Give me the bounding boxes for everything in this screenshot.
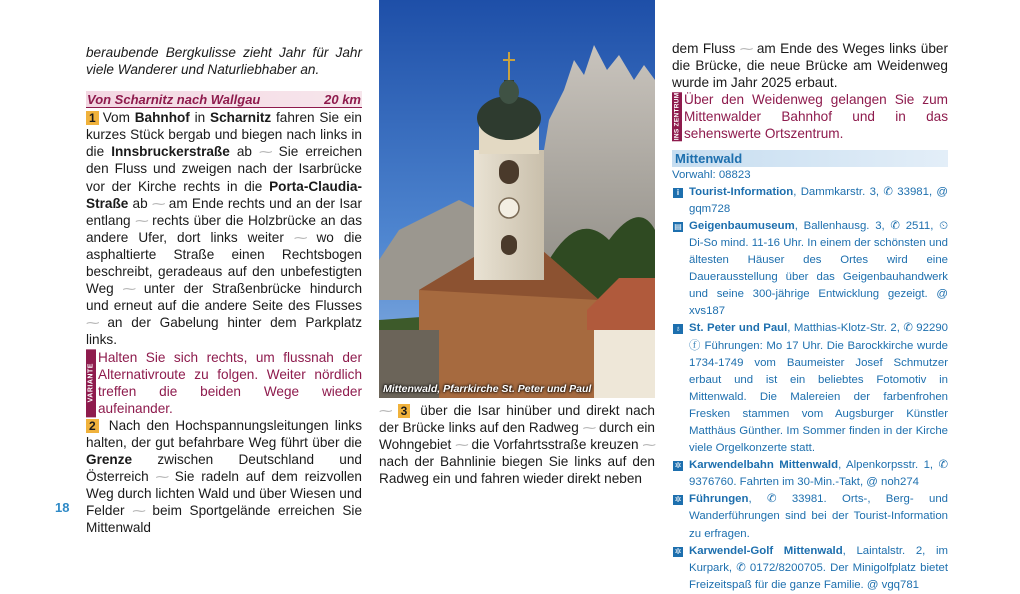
- info-item-tourist-information: [672, 184, 948, 218]
- route-title: Von Scharnitz nach Wallgau: [87, 91, 261, 107]
- info-item-text: , Matthias-Klotz-Str. 2, ✆ 92290 ⓕ Führungen: Mo 17 Uhr. Die Barockkirche wurde 1734-1749 vom Baumeister Josef Schmutzer erbaut und ist ein beliebtes Fotomotiv in Mittenwald. Die Malereien der farbenfrohen Fresken stammen vom Augsburger Künstler Matthäus Günther. Im Sommer finden in der Kirche viele Orgelkonzerte statt.: [689, 322, 948, 455]
- text-span: an der Gabelung hinter dem Parkplatz links.: [86, 315, 362, 348]
- attraction-icon: ✲: [674, 495, 682, 505]
- text-span: in: [189, 110, 211, 126]
- info-item-name: Karwendel-Golf Mittenwald: [689, 544, 843, 557]
- route-tilde-icon: ⁓: [379, 403, 392, 418]
- zentrum-tag: INS ZENTRUM: [673, 93, 681, 141]
- church-icon: ♁: [675, 324, 681, 334]
- text-span: Sie erreichen den Fluss und zweigen nach der Isarbrücke vor der Kirche rechts in die: [86, 144, 363, 194]
- attraction-icon: ✲: [674, 461, 682, 471]
- info-item-text: , Alpenkorpsstr. 1, ✆ 9376760. Fahrten im 30-Min.-Takt, @ noh274: [689, 459, 949, 489]
- text-span: dem Fluss: [672, 41, 740, 56]
- route-tilde-icon: ⁓: [642, 437, 655, 453]
- text-span: Sie radeln auf dem reizvollen Weg durch lichten Wald und über Wiesen und Felder: [86, 469, 362, 519]
- variante-box: [86, 349, 362, 417]
- info-item-karwendelbahn: [672, 457, 948, 491]
- left-column: [86, 44, 362, 537]
- text-span: Nach den Hochspannungsleitungen links halten, der gut befahrbare Weg führt über die: [86, 417, 362, 450]
- route-tilde-icon: ⁓: [135, 212, 148, 228]
- text-span: durch ein Wohngebiet: [379, 420, 655, 453]
- zentrum-box: [672, 91, 948, 142]
- info-item-name: Führungen: [689, 493, 749, 506]
- info-item-text: , Laintalstr. 2, im Kurpark, ✆ 0172/8200705. Der Minigolfplatz bietet Freizeitspaß für die ganze Familie. @ vgq781: [689, 544, 948, 591]
- route-tilde-icon: ⁓: [86, 315, 99, 331]
- text-span: beim Sportgelände erreichen Sie Mittenwald: [86, 503, 363, 536]
- place-scharnitz: Scharnitz: [210, 110, 272, 126]
- middle-column: [379, 0, 655, 487]
- page-number: 18: [55, 500, 70, 515]
- route-distance: 20 km: [324, 91, 361, 107]
- continuation-paragraph: [672, 40, 948, 91]
- info-item-text: , Dammkarstr. 3, ✆ 33981, @ gqm728: [689, 185, 948, 215]
- street-porta-claudia: Porta-Claudia-Straße: [86, 178, 362, 211]
- variante-tag: VARIANTE: [86, 349, 96, 417]
- route-tilde-icon: ⁓: [293, 229, 307, 245]
- text-span: über die Isar hinüber und direkt nach der Brücke links auf den Radweg: [379, 403, 655, 436]
- route-tilde-icon: ⁓: [455, 437, 468, 453]
- step-2-number: 2: [86, 419, 99, 433]
- text-span: nach der Bahnlinie biegen Sie links auf den Radweg ein und fahren wieder direkt neben: [379, 454, 655, 487]
- attraction-icon: ✲: [674, 546, 682, 556]
- step-1-number: 1: [86, 111, 99, 125]
- right-column: [672, 40, 948, 594]
- route-tilde-icon: ⁓: [122, 281, 136, 297]
- text-span: am Ende des Weges links über die Brücke, die neue Brücke am Weidenweg wurde im Jahr 2025 erbaut.: [672, 41, 948, 91]
- place-bahnhof: Bahnhof: [134, 110, 190, 126]
- step-3-number: 3: [398, 404, 411, 418]
- info-item-st-peter-und-paul: [672, 320, 948, 457]
- info-item-name: Karwendelbahn Mittenwald: [689, 459, 839, 472]
- route-tilde-icon: ⁓: [155, 469, 169, 485]
- route-tilde-icon: ⁓: [151, 195, 165, 211]
- info-item-name: Geigenbaumuseum: [689, 219, 795, 232]
- photo-caption: Mittenwald, Pfarrkirche St. Peter und Paul: [383, 383, 592, 395]
- church-photo-illustration: [379, 0, 655, 398]
- museum-icon: ▤: [674, 221, 682, 231]
- zentrum-text: Über den Weidenweg gelangen Sie zum Mittenwalder Bahnhof und in das sehenswerte Ortszentrum.: [684, 92, 948, 142]
- text-span: zwischen Deutschland und Österreich: [86, 452, 362, 485]
- info-item-name: St. Peter und Paul: [689, 322, 788, 335]
- text-span: am Ende rechts und an der Isar entlang: [86, 195, 362, 228]
- route-tilde-icon: ⁓: [739, 41, 753, 56]
- intro-paragraph: beraubende Bergkulisse zieht Jahr für Jahr viele Wanderer und Naturliebhaber an.: [86, 45, 362, 78]
- text-span: unter der Straßenbrücke hindurch und erneut auf die andere Seite des Flusses: [86, 281, 363, 314]
- text-span: wo die asphaltierte Straße einen Rechtsbogen beschreibt, geradeaus auf den unbefestigten Weg: [86, 229, 362, 297]
- info-item-text: , ✆ 33981. Orts-, Berg- und Wanderführungen sind bei der Tourist-Information zu erfragen.: [689, 493, 948, 540]
- vorwahl: Vorwahl: 08823: [672, 168, 751, 181]
- info-item-fuehrungen: [672, 491, 948, 542]
- text-span: die Vorfahrtsstraße kreuzen: [467, 437, 643, 453]
- street-innsbruckerstrasse: Innsbruckerstraße: [111, 144, 230, 160]
- place-grenze: Grenze: [86, 452, 133, 468]
- text-span: Vom: [102, 110, 135, 126]
- info-item-text: , Ballenhausg. 3, ✆ 2511, ⏲ Di-So mind. 11-16 Uhr. In einem der schönsten und ältesten Häuser des Ortes wird eine Dauerausstellung über das Geigenbauhandwerk und seine 300-jährige Entwicklung gezeigt. @ xvs187: [689, 219, 948, 318]
- info-list: [672, 167, 948, 594]
- info-item-name: Tourist-Information: [689, 185, 794, 198]
- step-1-paragraph: [86, 109, 362, 348]
- step-2-paragraph: [86, 417, 362, 537]
- text-span: fahren Sie ein kurzes Stück bergab und biegen nach links in die: [86, 110, 362, 160]
- text-span: ab: [128, 195, 152, 211]
- route-tilde-icon: ⁓: [582, 420, 596, 436]
- info-item-geigenbaumuseum: [672, 218, 948, 321]
- info-icon: i: [673, 188, 683, 198]
- route-tilde-icon: ⁓: [259, 144, 272, 160]
- step-3-paragraph: [379, 402, 655, 487]
- route-tilde-icon: ⁓: [132, 503, 145, 519]
- church-photo: [379, 0, 655, 398]
- route-section-header: [86, 91, 362, 108]
- info-item-karwendel-golf: [672, 543, 948, 594]
- text-span: ab: [229, 144, 260, 160]
- variante-text: Halten Sie sich rechts, um flussnah der Alternativroute zu folgen. Weiter nördlich treffen die beiden Wege wieder aufeinander.: [98, 349, 362, 416]
- text-span: rechts über die Holzbrücke an das andere Ufer, dort links weiter: [86, 212, 363, 245]
- city-header: Mittenwald: [672, 150, 948, 167]
